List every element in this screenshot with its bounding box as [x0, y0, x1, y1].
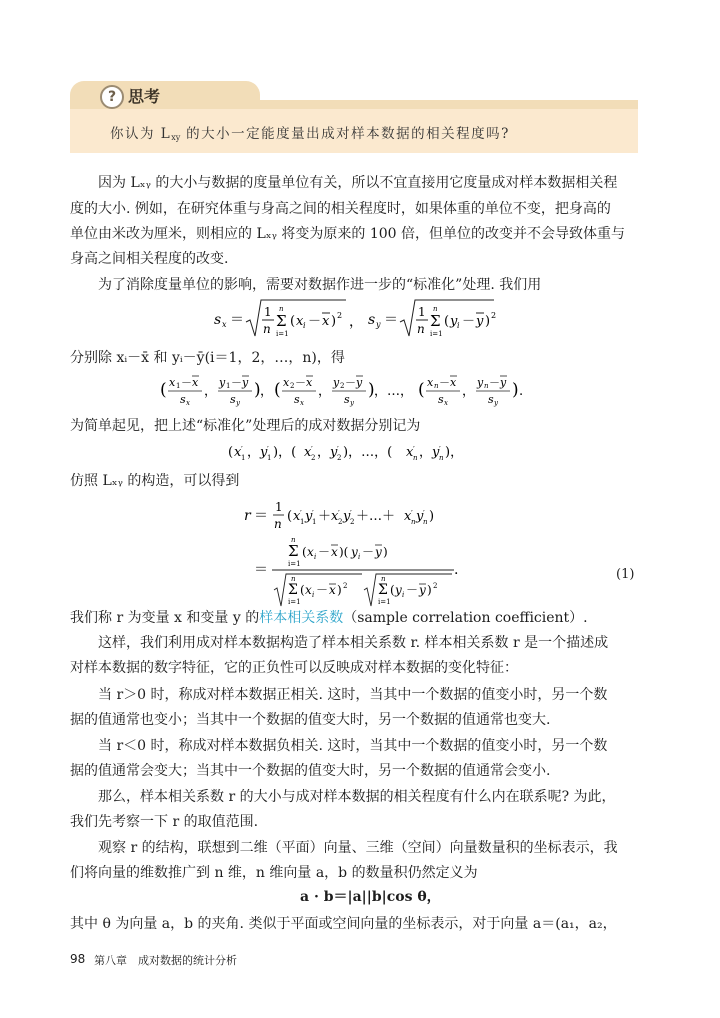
svg-text:＋…＋: ＋…＋ — [356, 509, 396, 524]
svg-text:1: 1 — [264, 305, 272, 319]
svg-text:(: ( — [274, 380, 281, 400]
svg-text:)，…，(: )，…，( — [343, 445, 393, 460]
svg-text:2: 2 — [433, 582, 438, 590]
formula-sx-sy — [212, 296, 502, 344]
svg-text:): ) — [331, 314, 337, 329]
svg-text:x: x — [300, 399, 304, 407]
svg-text:n: n — [413, 454, 418, 462]
svg-text:，: ， — [204, 384, 218, 399]
svg-text:，: ， — [317, 445, 331, 460]
paragraph-line: 仿照 Lₓᵧ 的构造，可以得到 — [70, 473, 240, 489]
svg-text:Σ: Σ — [378, 582, 388, 598]
svg-text:′: ′ — [423, 509, 425, 518]
svg-text:，: ， — [318, 384, 332, 399]
svg-text:x: x — [450, 376, 457, 389]
svg-text:2: 2 — [350, 518, 355, 526]
svg-text:.: . — [519, 384, 524, 399]
svg-text:y: y — [260, 445, 268, 460]
svg-text:y: y — [376, 320, 381, 329]
svg-text:n: n — [411, 518, 416, 526]
svg-text:s: s — [344, 393, 350, 406]
svg-text:－: － — [316, 583, 329, 597]
svg-text:－: － — [181, 376, 192, 389]
svg-text:Σ: Σ — [288, 582, 298, 598]
question-mark-icon: ? — [100, 85, 124, 109]
paragraph-line: 当 r＞0 时，称成对样本数据正相关. 这时，当其中一个数据的值变小时，另一个数 — [98, 687, 608, 703]
svg-text:n: n — [274, 517, 282, 531]
svg-text:.: . — [454, 562, 459, 578]
svg-text:，: ， — [247, 445, 261, 460]
think-box-question: 你认为 $L_{xy}$ 的大小一定能度量出成对样本数据的相关程度吗? — [110, 126, 510, 142]
svg-text:1: 1 — [300, 518, 305, 526]
svg-text:，: ， — [349, 314, 363, 330]
formula-r — [242, 494, 642, 612]
paragraph-line: 据的值通常也变小；当其中一个数据的值变大时，另一个数据的值通常也变大. — [70, 712, 551, 728]
svg-text:n: n — [291, 575, 296, 583]
paragraph-line: 当 r＜0 时，称成对样本数据负相关. 这时，当其中一个数据的值变小时，另一个数 — [98, 738, 608, 754]
svg-text:): ) — [429, 509, 435, 524]
svg-text:n: n — [433, 305, 438, 313]
svg-text:s: s — [214, 312, 222, 328]
svg-text:y: y — [432, 445, 440, 460]
svg-text:(: ( — [228, 445, 234, 460]
svg-text:i=1: i=1 — [430, 330, 443, 338]
svg-text:y: y — [343, 509, 351, 524]
svg-text:(: ( — [418, 380, 425, 400]
paragraph-line: 们将向量的维数推广到 n 维，n 维向量 a，b 的数量积仍然定义为 — [70, 865, 478, 881]
svg-text:n: n — [423, 518, 428, 526]
page-number: 98 — [70, 952, 86, 966]
svg-text:): ) — [485, 314, 491, 329]
svg-text:i: i — [312, 591, 315, 599]
svg-text:y: y — [416, 509, 424, 524]
svg-text:(: ( — [444, 314, 450, 329]
svg-text:Σ: Σ — [276, 312, 287, 330]
svg-text:x: x — [306, 376, 313, 389]
svg-text:－: － — [295, 376, 306, 389]
svg-text:－: － — [406, 583, 419, 597]
svg-text:y: y — [350, 399, 354, 407]
svg-text:′: ′ — [338, 509, 340, 518]
svg-text:2: 2 — [290, 382, 295, 390]
formula-dot-product: a · b＝|a||b|cos θ， — [300, 889, 441, 905]
svg-text:n: n — [291, 536, 296, 544]
svg-text:n: n — [417, 322, 425, 336]
svg-text:x: x — [192, 376, 199, 389]
svg-text:)，: )， — [445, 445, 464, 460]
svg-text:＋: ＋ — [318, 509, 332, 524]
svg-text:y: y — [219, 376, 226, 389]
svg-text:1: 1 — [241, 454, 246, 462]
svg-text:－: － — [345, 376, 356, 389]
svg-text:x: x — [427, 376, 434, 389]
svg-text:＝: ＝ — [254, 562, 268, 578]
svg-text:y: y — [351, 545, 358, 559]
svg-text:′: ′ — [413, 445, 415, 454]
svg-text:(: ( — [160, 380, 167, 400]
formula-standardized — [160, 372, 560, 410]
svg-text:x: x — [293, 509, 301, 524]
svg-text:s: s — [488, 393, 494, 406]
svg-text:2: 2 — [311, 454, 316, 462]
svg-text:′: ′ — [300, 509, 302, 518]
svg-text:i=1: i=1 — [276, 330, 289, 338]
paragraph-line: 据的值通常会变大；当其中一个数据的值变大时，另一个数据的值通常会变小. — [70, 763, 551, 779]
svg-text:y: y — [494, 399, 498, 407]
svg-text:x: x — [329, 583, 336, 597]
paragraph-line: 度的大小. 例如，在研究体重与身高之间的相关程度时，如果体重的单位不变，把身高的 — [70, 201, 611, 217]
svg-text:i: i — [303, 321, 306, 330]
svg-text:)，(: )，( — [273, 445, 297, 460]
svg-text:－: － — [308, 314, 322, 329]
svg-text:y: y — [236, 399, 240, 407]
svg-text:n: n — [434, 382, 439, 390]
svg-text:n: n — [279, 305, 284, 313]
svg-text:Σ: Σ — [288, 542, 299, 560]
svg-text:2: 2 — [340, 382, 345, 390]
svg-text:r: r — [244, 508, 251, 524]
definition-line: 我们称 r 为变量 x 和变量 y 的样本相关系数（sample correlation coefficient）. — [70, 610, 588, 626]
svg-text:y: y — [450, 314, 458, 329]
svg-text:x: x — [444, 399, 448, 407]
svg-text:i=1: i=1 — [378, 598, 391, 606]
svg-text:i=1: i=1 — [288, 560, 301, 568]
think-box-title: 思考 — [128, 87, 161, 106]
svg-text:x: x — [169, 376, 176, 389]
svg-text:i: i — [457, 321, 460, 330]
svg-text:Σ: Σ — [430, 312, 441, 330]
svg-text:i=1: i=1 — [288, 598, 301, 606]
svg-text:y: y — [305, 509, 313, 524]
svg-text:x: x — [296, 314, 304, 329]
svg-text:′: ′ — [241, 445, 243, 454]
svg-text:s: s — [230, 393, 236, 406]
svg-text:－: － — [362, 545, 375, 559]
svg-text:y: y — [242, 376, 249, 389]
svg-text:－: － — [489, 376, 500, 389]
svg-text:x: x — [331, 545, 338, 559]
svg-text:s: s — [368, 312, 376, 328]
paragraph-line: 分别除 xᵢ－x̄ 和 yᵢ－ȳ(i＝1，2，…，n)，得 — [70, 350, 345, 366]
svg-text:s: s — [180, 393, 186, 406]
svg-text:2: 2 — [491, 311, 497, 320]
paragraph-line: 单位由米改为厘米，则相应的 Lₓᵧ 将变为原来的 100 倍，但单位的改变并不会导致体重与 — [70, 226, 626, 242]
svg-text:(: ( — [302, 545, 307, 559]
paragraph-line: 我们先考察一下 r 的取值范围. — [70, 814, 259, 830]
svg-text:2: 2 — [337, 311, 343, 320]
svg-text:x: x — [234, 445, 242, 460]
svg-text:): ) — [383, 545, 388, 559]
paragraph-line: 那么，样本相关系数 r 的大小与成对样本数据的相关程度有什么内在联系呢? 为此， — [98, 789, 616, 805]
paragraph-line: 为简单起见，把上述“标准化”处理后的成对数据分别记为 — [70, 418, 421, 434]
svg-text:x: x — [406, 445, 414, 460]
term-sample-correlation-coefficient: 样本相关系数 — [259, 610, 344, 626]
svg-text:′: ′ — [411, 509, 413, 518]
svg-text:i: i — [358, 553, 361, 561]
svg-text:1: 1 — [312, 518, 317, 526]
svg-text:n: n — [263, 322, 271, 336]
svg-text:1: 1 — [418, 305, 426, 319]
svg-text:′: ′ — [439, 445, 441, 454]
svg-text:i: i — [402, 591, 405, 599]
svg-text:－: － — [462, 314, 476, 329]
svg-text:)(: )( — [339, 545, 349, 559]
svg-text:＝: ＝ — [384, 312, 398, 328]
svg-text:n: n — [484, 382, 489, 390]
svg-text:＝: ＝ — [254, 508, 268, 524]
svg-text:y: y — [356, 376, 363, 389]
svg-text:y: y — [477, 376, 484, 389]
svg-text:2: 2 — [338, 518, 343, 526]
svg-text:x: x — [404, 509, 412, 524]
svg-text:y: y — [375, 545, 382, 559]
paragraph-line: 因为 Lₓᵧ 的大小与数据的度量单位有关，所以不宜直接用它度量成对样本数据相关程 — [98, 175, 618, 191]
chapter-title: 第八章 成对数据的统计分析 — [94, 954, 237, 967]
svg-text:y: y — [330, 445, 338, 460]
svg-text:－: － — [318, 545, 331, 559]
svg-text:，: ， — [419, 445, 433, 460]
svg-text:x: x — [222, 320, 227, 329]
svg-text:): ) — [254, 380, 261, 400]
paragraph-line: 对样本数据的数字特征，它的正负性可以反映成对样本数据的变化特征： — [70, 660, 518, 676]
svg-text:′: ′ — [312, 509, 314, 518]
svg-text:′: ′ — [350, 509, 352, 518]
svg-text:，: ， — [462, 384, 476, 399]
svg-text:(: ( — [390, 583, 395, 597]
svg-text:，: ， — [260, 384, 274, 399]
paragraph-line: 观察 r 的结构，联想到二维（平面）向量、三维（空间）向量数量积的坐标表示，我 — [98, 840, 618, 856]
paragraph-line: 这样，我们利用成对样本数据构造了样本相关系数 r. 样本相关系数 r 是一个描述成 — [98, 635, 609, 651]
svg-text:y: y — [419, 583, 426, 597]
svg-text:): ) — [427, 583, 432, 597]
svg-text:2: 2 — [337, 454, 342, 462]
svg-text:y: y — [476, 314, 484, 329]
svg-text:，…，: ，…， — [374, 384, 414, 399]
svg-text:x: x — [307, 545, 314, 559]
svg-text:－: － — [231, 376, 242, 389]
svg-text:＝: ＝ — [230, 312, 244, 328]
svg-text:x: x — [186, 399, 190, 407]
svg-text:x: x — [283, 376, 290, 389]
svg-text:x: x — [305, 583, 312, 597]
svg-text:(: ( — [300, 583, 305, 597]
formula-pairs — [228, 440, 498, 464]
svg-text:n: n — [439, 454, 444, 462]
svg-text:(: ( — [290, 314, 296, 329]
svg-text:1: 1 — [226, 382, 231, 390]
svg-text:(: ( — [287, 509, 293, 524]
svg-text:′: ′ — [267, 445, 269, 454]
svg-text:y: y — [395, 583, 402, 597]
svg-text:): ) — [368, 380, 375, 400]
svg-text:i: i — [314, 553, 317, 561]
svg-text:′: ′ — [337, 445, 339, 454]
svg-text:n: n — [381, 575, 386, 583]
paragraph-line: 身高之间相关程度的改变. — [70, 251, 229, 267]
svg-text:s: s — [294, 393, 300, 406]
equation-number: (1) — [616, 567, 635, 582]
svg-text:x: x — [322, 314, 330, 329]
svg-text:′: ′ — [311, 445, 313, 454]
svg-text:y: y — [500, 376, 507, 389]
svg-text:1: 1 — [275, 500, 283, 514]
svg-text:): ) — [512, 380, 519, 400]
svg-text:2: 2 — [343, 582, 348, 590]
svg-text:): ) — [337, 583, 342, 597]
svg-text:1: 1 — [267, 454, 272, 462]
paragraph-line: 其中 θ 为向量 a，b 的夹角. 类似于平面或空间向量的坐标表示，对于向量 a＝(a₁，a₂， — [70, 916, 617, 932]
paragraph-line: 为了消除度量单位的影响，需要对数据作进一步的“标准化”处理. 我们用 — [98, 277, 542, 293]
svg-text:y: y — [333, 376, 340, 389]
svg-text:x: x — [331, 509, 339, 524]
svg-text:1: 1 — [176, 382, 181, 390]
svg-text:－: － — [439, 376, 450, 389]
svg-text:x: x — [304, 445, 312, 460]
svg-text:s: s — [438, 393, 444, 406]
